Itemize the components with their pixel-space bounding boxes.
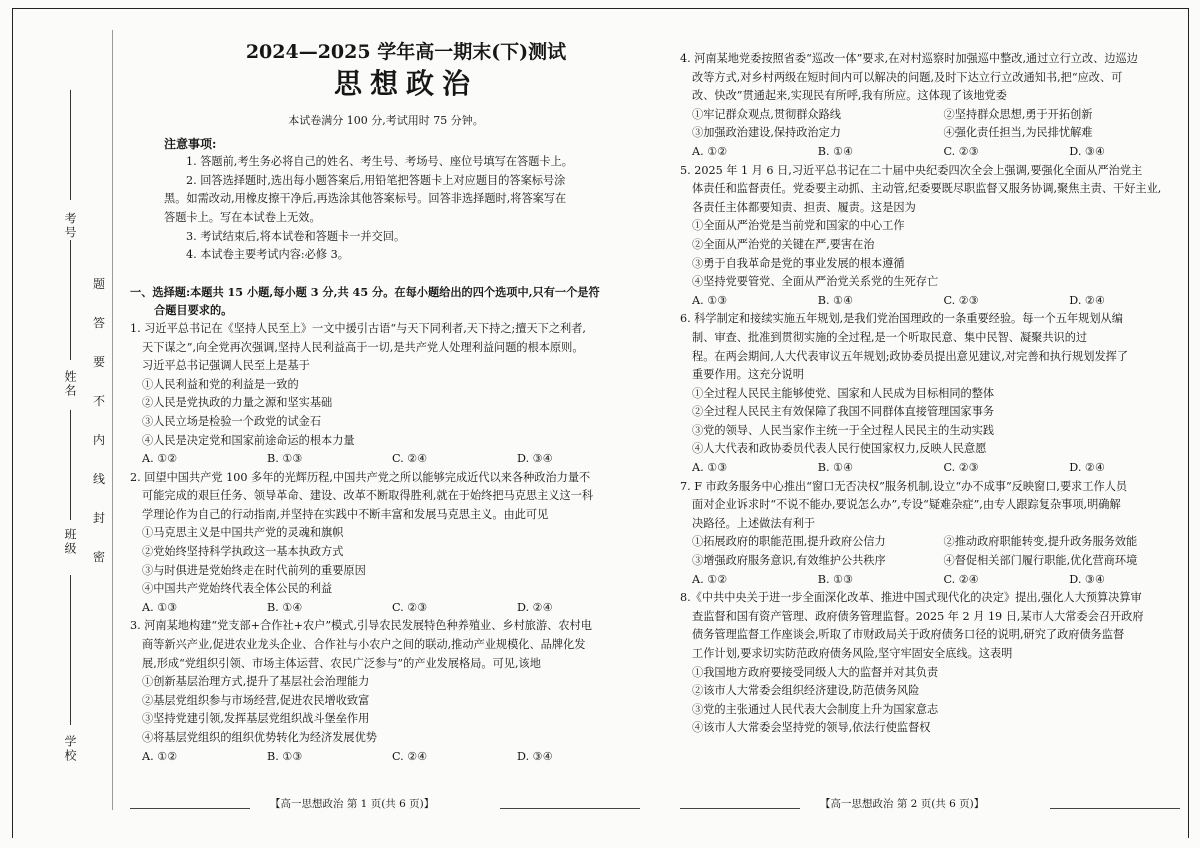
option: ②党始终坚持科学执政这一基本执政方式 [142, 545, 344, 559]
answer-choices [130, 450, 642, 469]
question-stem: 8.《中共中央关于进一步全面深化改革、推进中国式现代化的决定》提出,强化人大预算决算审 [680, 591, 1142, 605]
option: ③党的领导、人民当家作主统一于全过程人民民主的生动实践 [692, 423, 995, 437]
option: ②该市人大常委会组织经济建设,防范债务风险 [692, 684, 920, 698]
notice-item: 3. 考试结束后,将本试卷和答题卡一并交回。 [186, 229, 406, 243]
question-stem: 工作计划,要求切实防范政府债务风险,坚守牢固安全底线。这表明 [692, 647, 1013, 660]
question-7 [680, 478, 1195, 590]
footer-rule-right [680, 808, 800, 809]
option: ③人民立场是检验一个政党的试金石 [142, 414, 322, 428]
answer-choice: D. ③④ [1069, 572, 1105, 586]
notice-list [130, 153, 642, 265]
option-row [680, 533, 1195, 552]
question-stem: 3. 河南某地构建“党支部+合作社+农户”模式,引导农民发展特色种养殖业、乡村旅游、农村电 [130, 619, 592, 633]
answer-choice: D. ②④ [1069, 461, 1105, 475]
notice-item: 黑。如需改动,用橡皮擦干净后,再选涂其他答案标号。回答非选择题时,将答案写在 [164, 192, 567, 206]
answer-choice: B. ①④ [267, 600, 303, 614]
answer-choices [130, 599, 642, 618]
seal-line [112, 30, 113, 810]
option: ①创新基层治理方式,提升了基层社会治理能力 [142, 675, 370, 689]
option: ①我国地方政府要接受同级人大的监督并对其负责 [692, 665, 939, 679]
question-stem: 2. 回望中国共产党 100 多年的光辉历程,中国共产党之所以能够完成近代以来各种政治力量不 [130, 470, 591, 484]
question-stem: 天下谋之”,向全党再次强调,坚持人民利益高于一切,是共产党人处理利益问题的根本原则。 [142, 340, 584, 354]
option: ④督促相关部门履行职能,优化营商环境 [943, 554, 1138, 568]
option: ②坚持群众思想,勇于开拓创新 [943, 107, 1093, 121]
exam-info: 本试卷满分 100 分,考试用时 75 分钟。 [288, 114, 484, 127]
question-stem: 5. 2025 年 1 月 6 日,习近平总书记在二十届中央纪委四次全会上强调,要强化全面从严治党主 [680, 163, 1143, 177]
answer-choice: C. ②③ [943, 461, 979, 475]
right-column [680, 50, 1195, 738]
option: ①人民利益和党的利益是一致的 [142, 377, 299, 391]
question-stem: 查监督和国有资产管理、政府债务管理监督。2025 年 2 月 19 日,某市人大常委会召开政府 [692, 609, 1144, 623]
option: ②基层党组织参与市场经营,促进农民增收致富 [142, 693, 370, 707]
question-stem: 体责任和监督责任。党委要主动抓、主动管,纪委要既尽职监督又服务协调,聚焦主责、干好主业, [692, 182, 1162, 196]
question-stem: 可能完成的艰巨任务、领导革命、建设、改革不断取得胜利,就在于始终把马克思主义这一科 [142, 489, 594, 503]
seal-char: 内 [92, 433, 105, 447]
subject-title: 思想政治 [333, 67, 478, 100]
answer-choice: A. ①③ [692, 293, 728, 307]
question-stem: 程。在两会期间,人大代表审议五年规划;政协委员提出意见建议,对完善和执行规划发挥了 [692, 349, 1129, 363]
question-stem: 6. 科学制定和接续实施五年规划,是我们党治国理政的一条重要经验。每一个五年规划从编 [680, 312, 1123, 326]
answer-choice: D. ③④ [1069, 144, 1105, 158]
seal-char: 要 [92, 355, 105, 369]
footer-rule-right-2 [1050, 808, 1180, 809]
exam-title: 2024—2025 学年高一期末(下)测试 [245, 41, 567, 63]
option: ④将基层党组织的组织优势转化为经济发展优势 [142, 731, 377, 744]
exam-number-line [70, 90, 71, 200]
answer-choice: C. ②④ [392, 452, 428, 466]
answer-choices [680, 143, 1195, 162]
answer-choices [680, 292, 1195, 311]
option: ③勇于自我革命是党的事业发展的根本遵循 [692, 256, 905, 270]
footer-rule-left [130, 808, 250, 809]
question-stem: 改、快改”贯通起来,实现民有所呼,我有所应。这体现了该地党委 [692, 89, 1007, 103]
seal-char: 不 [92, 394, 105, 408]
question-stem: 面对企业诉求时“不说不能办,要说怎么办”,专设“疑难杂症”,由专人跟踪复杂事项,明确解 [692, 498, 1121, 512]
option: ④中国共产党始终代表全体公民的利益 [142, 582, 333, 596]
answer-choice: B. ①③ [817, 572, 854, 586]
option: ①全面从严治党是当前党和国家的中心工作 [692, 219, 905, 233]
question-stem: 7. F 市政务服务中心推出“窗口无否决权”服务机制,设立“办不成事”反映窗口,要求工作人员 [680, 479, 1128, 493]
option-row [680, 552, 1195, 571]
option: ④强化责任担当,为民排忧解难 [943, 126, 1093, 140]
notice-item: 2. 回答选择题时,选出每小题答案后,用铅笔把答题卡上对应题目的答案标号涂 [186, 173, 566, 187]
answer-choice: B. ①④ [817, 461, 854, 475]
question-8 [680, 589, 1195, 738]
seal-char: 密 [92, 550, 105, 564]
option: ②全面从严治党的关键在严,要害在治 [692, 237, 875, 251]
notice-item: 4. 本试卷主要考试内容:必修 3。 [186, 248, 349, 262]
notice-item: 答题卡上。写在本试卷上无效。 [164, 210, 321, 224]
option: ③加强政治建设,保持政治定力 [692, 126, 841, 140]
question-2 [130, 469, 642, 618]
question-stem: 制、审查、批准到贯彻实施的全过程,是一个听取民意、集中民智、凝聚共识的过 [692, 330, 1088, 344]
option: ①马克思主义是中国共产党的灵魂和旗帜 [142, 526, 344, 540]
question-3 [130, 617, 642, 766]
section-heading-cont: 合题目要求的。 [154, 303, 233, 318]
option: ④人民是决定党和国家前途命运的根本力量 [142, 433, 355, 447]
question-stem: 商等新兴产业,促进农业龙头企业、合作社与小农户之间的联动,推动产业规模化、品牌化发 [142, 638, 586, 652]
answer-choice: A. ①② [692, 572, 728, 586]
top-border [12, 8, 1188, 9]
option: ④坚持党要管党、全面从严治党关系党的生死存亡 [692, 275, 939, 289]
option: ②人民是党执政的力量之源和坚实基础 [142, 396, 333, 410]
answer-choice: A. ①② [142, 452, 178, 466]
option: ④人大代表和政协委员代表人民行使国家权力,反映人民意愿 [692, 442, 987, 456]
answer-choice: C. ②④ [943, 572, 979, 586]
option: ③与时俱进是党始终走在时代前列的重要原因 [142, 563, 366, 577]
seal-char: 答 [92, 316, 105, 330]
exam-number-label: 考号 [63, 212, 77, 240]
answer-choice: A. ①② [142, 749, 178, 763]
option: ①全过程人民民主能够使党、国家和人民成为目标相同的整体 [692, 386, 995, 400]
question-stem: 重要作用。这充分说明 [692, 368, 804, 382]
answer-choices [130, 748, 642, 767]
question-stem: 展,形成“党组织引领、市场主体运营、农民广泛参与”的产业发展格局。可见,该地 [142, 656, 541, 670]
school-line [70, 575, 71, 725]
option: ③增强政府服务意识,有效维护公共秩序 [692, 554, 886, 568]
left-column [130, 40, 642, 766]
question-1 [130, 320, 642, 469]
answer-choice: D. ②④ [1069, 293, 1105, 307]
answer-choices [680, 459, 1195, 478]
answer-choice: C. ②③ [392, 600, 428, 614]
binding-strip [0, 0, 120, 848]
option-row [680, 124, 1195, 143]
question-stem: 决路径。上述做法有利于 [692, 516, 816, 530]
answer-choice: B. ①③ [267, 749, 303, 763]
school-label: 学校 [63, 735, 77, 763]
option: ①牢记群众观点,贯彻群众路线 [692, 107, 841, 121]
question-4 [680, 50, 1195, 162]
answer-choice: D. ③④ [517, 749, 553, 763]
name-line [70, 240, 71, 360]
question-stem: 各责任主体都要知责、担责、履责。这是因为 [692, 200, 916, 214]
answer-choice: C. ②③ [943, 293, 979, 307]
seal-char: 线 [92, 472, 105, 486]
answer-choice: A. ①② [692, 144, 728, 158]
question-6 [680, 310, 1195, 477]
option: ②推动政府职能转变,提升政务服务效能 [943, 535, 1138, 549]
answer-choice: A. ①③ [142, 600, 178, 614]
question-stem: 习近平总书记强调人民至上是基于 [142, 359, 310, 373]
question-stem: 4. 河南某地党委按照省委“巡改一体”要求,在对村巡察时加强巡中整改,通过立行立改、边巡边 [680, 52, 1138, 65]
question-stem: 债务管理监督工作座谈会,听取了市财政局关于政府债务口径的说明,研究了政府债务监督 [692, 628, 1125, 642]
seal-char: 封 [92, 511, 105, 525]
name-label: 姓名 [63, 370, 77, 398]
question-stem: 改等方式,对乡村两级在短时间内可以解决的问题,及时下达立行立改通知书,把“应改、可 [692, 70, 1123, 84]
option: ②全过程人民民主有效保障了我国不同群体直接管理国家事务 [692, 405, 995, 419]
class-label: 班级 [63, 528, 77, 556]
option: ④该市人大常委会坚持党的领导,依法行使监督权 [692, 721, 931, 735]
footer-right: 【高一思想政治 第 2 页(共 6 页)】 [820, 798, 985, 810]
answer-choice: D. ②④ [517, 600, 553, 614]
answer-choice: D. ③④ [517, 452, 553, 466]
answer-choice: C. ②④ [392, 749, 428, 763]
notice-heading: 注意事项: [164, 136, 217, 151]
option: ③党的主张通过人民代表大会制度上升为国家意志 [692, 702, 939, 716]
option-row [680, 106, 1195, 125]
notice-item: 1. 答题前,考生务必将自己的姓名、考生号、考场号、座位号填写在答题卡上。 [186, 155, 573, 169]
class-line [70, 410, 71, 520]
question-5 [680, 162, 1195, 311]
answer-choice: A. ①③ [692, 461, 728, 475]
footer-rule-left-2 [500, 808, 640, 809]
answer-choices [680, 571, 1195, 590]
option: ①拓展政府的职能范围,提升政府公信力 [692, 535, 886, 549]
footer-left: 【高一思想政治 第 1 页(共 6 页)】 [270, 798, 435, 810]
seal-char: 题 [92, 277, 105, 291]
answer-choice: B. ①③ [267, 452, 303, 466]
seal-text [92, 265, 106, 577]
answer-choice: C. ②③ [943, 144, 979, 158]
option: ③坚持党建引领,发挥基层党组织战斗堡垒作用 [142, 712, 370, 726]
answer-choice: B. ①④ [817, 144, 854, 158]
section-heading: 一、选择题:本题共 15 小题,每小题 3 分,共 45 分。在每小题给出的四个选项中,只有一个是符 [130, 284, 600, 299]
question-stem: 1. 习近平总书记在《坚持人民至上》一文中援引古语“与天下同利者,天下持之;擅天下之利者, [130, 321, 586, 335]
question-stem: 学理论作为自己的行动指南,并坚持在实践中不断丰富和发展马克思主义。由此可见 [142, 507, 549, 521]
answer-choice: B. ①④ [817, 293, 854, 307]
